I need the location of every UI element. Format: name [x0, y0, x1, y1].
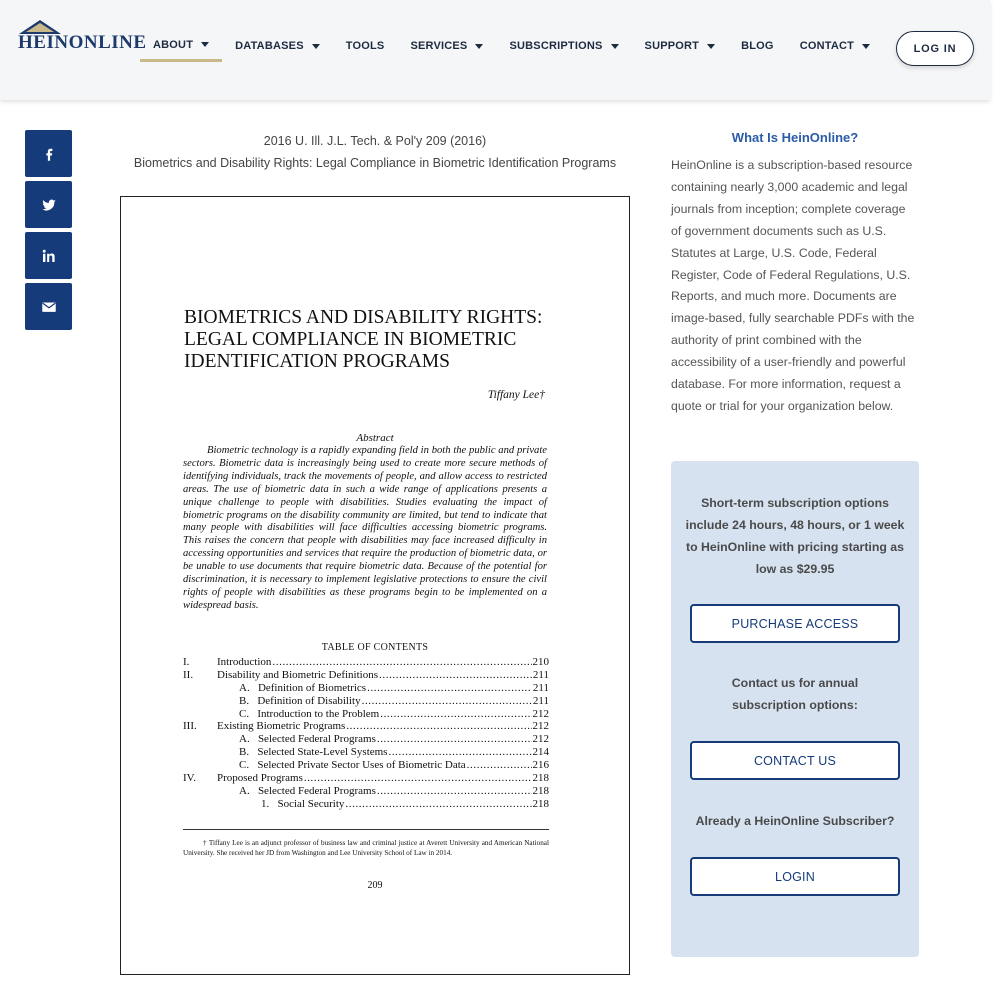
- toc-title: Existing Biometric Programs: [217, 720, 346, 733]
- panel-login-button[interactable]: LOGIN: [690, 857, 900, 896]
- toc-number: IV.: [183, 772, 196, 785]
- linkedin-icon: [40, 247, 58, 265]
- toc-leader-dots: [377, 785, 532, 798]
- toc-leader-dots: [379, 669, 532, 682]
- toc-page: 216: [532, 759, 549, 772]
- toc-title: C. Selected Private Sector Uses of Biometric Data: [239, 759, 466, 772]
- toc-page: 210: [532, 656, 549, 668]
- toc-row: [183, 708, 549, 721]
- toc-row: [183, 720, 549, 733]
- subscriber-text: Already a HeinOnline Subscriber?: [695, 814, 895, 828]
- table-of-contents: [183, 656, 549, 811]
- toc-title: B. Definition of Disability: [239, 694, 361, 707]
- toc-leader-dots: [377, 733, 532, 746]
- nav-item-databases[interactable]: DATABASES: [222, 30, 333, 62]
- short-term-text: Short-term subscription options include 24 hours, 48 hours, or 1 week to HeinOnline with pricing starting as low as $29.95: [685, 496, 905, 576]
- toc-row: [183, 695, 549, 708]
- twitter-share-button[interactable]: [25, 181, 72, 228]
- chevron-down-icon: [862, 44, 870, 49]
- nav-item-contact[interactable]: CONTACT: [787, 30, 883, 62]
- toc-page: 218: [532, 772, 549, 785]
- toc-page: 211: [532, 694, 549, 707]
- toc-title: A. Definition of Biometrics: [239, 681, 367, 694]
- info-description: HeinOnline is a subscription-based resource containing nearly 3,000 academic and legal journals from inception; complete coverage of government documents such as U.S. Statutes at Large, U.S. Code, Federal Register, Code of Federal Regulations, U.S. Reports, and much more. Documents are image-based, fully searchable PDFs with the authority of print combined with the accessibility of a user-friendly and powerful database. For more information, request a quote or trial for your organization below.: [671, 158, 915, 413]
- citation-block: [120, 134, 630, 170]
- toc-leader-dots: [380, 708, 531, 721]
- toc-row: [183, 733, 549, 746]
- toc-leader-dots: [345, 798, 531, 811]
- facebook-share-button[interactable]: [25, 130, 72, 177]
- toc-title: Introduction: [217, 656, 272, 668]
- toc-page: 212: [532, 720, 549, 733]
- citation-reference: 2016 U. Ill. J.L. Tech. & Pol'y 209 (2016): [263, 134, 487, 148]
- toc-page: 218: [532, 797, 549, 810]
- toc-row: [183, 656, 549, 669]
- toc-page: 212: [532, 707, 549, 720]
- footnote-text: † Tiffany Lee is an adjunct professor of business law and criminal justice at Averett University and American National University. She received her JD from Washington and Lee University School of Law in 2014.: [183, 839, 549, 857]
- social-share-bar: [25, 130, 72, 334]
- chevron-down-icon: [312, 44, 320, 49]
- toc-page: 211: [532, 668, 549, 681]
- nav-item-subscriptions[interactable]: SUBSCRIPTIONS: [496, 30, 631, 62]
- toc-title: C. Introduction to the Problem: [239, 707, 380, 720]
- toc-row: [183, 746, 549, 759]
- toc-leader-dots: [272, 656, 531, 669]
- toc-number: II.: [183, 668, 194, 681]
- linkedin-share-button[interactable]: [25, 232, 72, 279]
- toc-leader-dots: [367, 682, 532, 695]
- toc-row: [183, 798, 549, 811]
- purchase-access-button[interactable]: PURCHASE ACCESS: [690, 604, 900, 643]
- info-heading: What Is HeinOnline?: [731, 130, 859, 145]
- toc-number: [183, 759, 217, 772]
- toc-number: III.: [183, 720, 197, 733]
- page-number: 209: [367, 880, 383, 891]
- twitter-icon: [40, 196, 58, 214]
- toc-page: 218: [532, 784, 549, 797]
- chevron-down-icon: [707, 44, 715, 49]
- annual-subscription-text: Contact us for annual subscription options:: [731, 676, 859, 712]
- toc-title: Proposed Programs: [217, 772, 303, 785]
- toc-number: [183, 733, 217, 746]
- toc-page: 212: [532, 733, 549, 746]
- toc-title: B. Selected State-Level Systems: [239, 746, 388, 759]
- email-icon: [40, 298, 58, 316]
- toc-number: [183, 785, 217, 798]
- facebook-icon: [40, 145, 58, 163]
- toc-number: [183, 695, 217, 708]
- toc-leader-dots: [362, 695, 532, 708]
- toc-number: [183, 682, 217, 695]
- nav-item-tools[interactable]: TOOLS: [345, 40, 385, 52]
- document-author: Tiffany Lee†: [487, 389, 545, 401]
- toc-row: [183, 669, 549, 682]
- nav-item-services[interactable]: SERVICES: [397, 30, 496, 62]
- toc-heading: TABLE OF CONTENTS: [321, 642, 429, 653]
- toc-row: [183, 785, 549, 798]
- toc-title: Disability and Biometric Definitions: [217, 668, 379, 681]
- toc-page: 214: [532, 746, 549, 759]
- chevron-down-icon: [475, 44, 483, 49]
- abstract-heading: Abstract: [356, 432, 394, 444]
- contact-us-button[interactable]: CONTACT US: [690, 741, 900, 780]
- toc-leader-dots: [346, 720, 531, 733]
- footnote-divider: [183, 829, 549, 830]
- heinonline-logo[interactable]: [16, 18, 147, 58]
- chevron-down-icon: [611, 44, 619, 49]
- subscription-panel: [671, 461, 919, 957]
- citation-title: Biometrics and Disability Rights: Legal Compliance in Biometric Identification Programs: [133, 156, 617, 170]
- nav-item-support[interactable]: SUPPORT: [632, 30, 729, 62]
- abstract-text: Biometric technology is a rapidly expanding field in both the public and private sectors. Biometric data is increasingly being used to create more secure methods of identifying individuals, track the movements of people, and allow access to restricted areas. The use of biometric data in such a wide range of applications presents a unique challenge to people with disabilities. Studies evaluating the impact of biometric programs on the disability community are limited, but tend to indicate that many people with disabilities will face difficulties accessing biometric programs. This raises the concern that people with disabilities may face increased difficulty in accessing opportunities and services that require the production of biometric data, or be unable to use documents that require biometric data. Because of the potential for discrimination, it is necessary to implement legislative protections to ensure the civil rights of people with disabilities as these programs begin to be implemented on a widespread basis.: [183, 445, 547, 611]
- site-header: [0, 0, 990, 100]
- document-title: BIOMETRICS AND DISABILITY RIGHTS: LEGAL COMPLIANCE IN BIOMETRIC IDENTIFICATION PROGRAMS: [184, 307, 543, 372]
- nav-item-blog[interactable]: BLOG: [741, 40, 774, 52]
- toc-title: A. Selected Federal Programs: [239, 784, 376, 797]
- toc-leader-dots: [467, 759, 532, 772]
- logo-text: HEINONLINE: [18, 32, 147, 53]
- nav-item-about[interactable]: ABOUT: [140, 30, 222, 62]
- toc-page: 211: [532, 681, 549, 694]
- toc-number: I.: [183, 656, 190, 668]
- chevron-down-icon: [201, 42, 209, 47]
- toc-title: A. Selected Federal Programs: [239, 733, 376, 746]
- header-login-button[interactable]: LOG IN: [896, 31, 974, 66]
- toc-number: [183, 746, 217, 759]
- toc-row: [183, 772, 549, 785]
- toc-title: 1. Social Security: [261, 797, 345, 810]
- email-share-button[interactable]: [25, 283, 72, 330]
- toc-number: [183, 798, 217, 811]
- toc-leader-dots: [388, 746, 531, 759]
- document-preview[interactable]: [120, 196, 630, 975]
- toc-row: [183, 759, 549, 772]
- main-nav: [140, 30, 883, 64]
- toc-number: [183, 708, 217, 721]
- toc-leader-dots: [304, 772, 532, 785]
- toc-row: [183, 682, 549, 695]
